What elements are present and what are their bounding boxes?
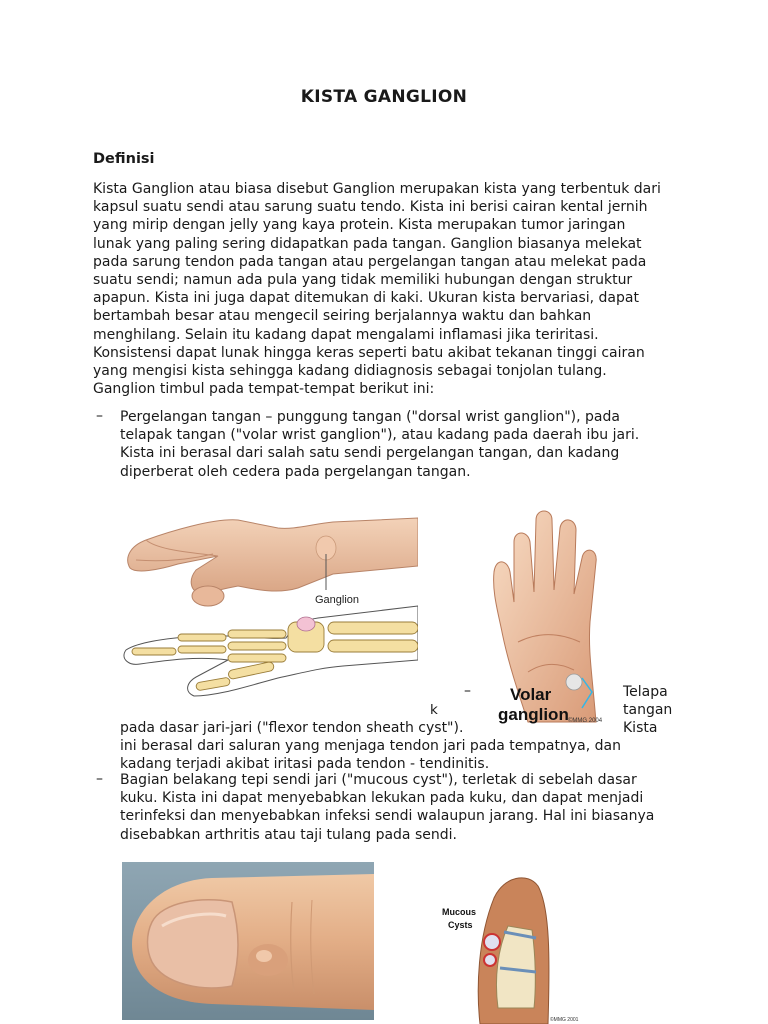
paragraph-line: suatu sendi; namun ada pula yang tidak memiliki hubungan dengan struktur — [93, 272, 633, 289]
dorsal-ganglion-illustration — [118, 510, 418, 706]
paragraph-line: pada sarung tendon pada tangan atau pergelangan tangan atau melekat pada — [93, 253, 647, 270]
bullet-line: Kista ini berasal dari salah satu sendi pergelangan tangan, dan kadang — [120, 445, 620, 462]
bullet-line: pada dasar jari-jari ("flexor tendon sheath cyst"). — [120, 720, 464, 736]
paragraph-line: apapun. Kista ini juga dapat ditemukan di kaki. Ukuran kista bervariasi, dapat — [93, 290, 639, 307]
bullet-line: diperberat oleh cedera pada pergelangan tangan. — [120, 463, 471, 480]
bullet-line: Pergelangan tangan – punggung tangan ("dorsal wrist ganglion"), pada — [120, 409, 620, 425]
bullet-side-line: Telapa — [623, 684, 668, 700]
bullet-line: kadang terjadi akibat iritasi pada tendon - tendinitis. — [120, 756, 490, 773]
bullet-marker: – — [96, 771, 103, 787]
mucous-copyright: ©MMG 2001 — [550, 1017, 579, 1023]
bullet-side-line: tangan — [623, 702, 673, 719]
volar-copyright: ©MMG 2004 — [568, 718, 603, 724]
paragraph-line: Konsistensi dapat lunak hingga keras seperti batu akibat tekanan tinggi cairan — [93, 344, 645, 361]
bullet-line: kuku. Kista ini dapat menyebabkan lekukan pada kuku, dan dapat menjadi — [120, 790, 644, 807]
paragraph-line: yang mengisi kista sehingga kadang didiagnosis sebagai tonjolan tulang. — [93, 363, 607, 380]
section-heading: Definisi — [93, 151, 155, 167]
paragraph-line: lunak yang paling sering didapatkan pada tangan. Ganglion biasanya melekat — [93, 235, 642, 252]
bullet-fragment-k: k — [430, 702, 438, 718]
bullet-marker: – — [464, 683, 471, 699]
paragraph-line: Kista Ganglion atau biasa disebut Ganglion merupakan kista yang terbentuk dari — [93, 181, 661, 197]
paragraph-line: kapsul suatu sendi atau sarung suatu tendo. Kista ini berisi cairan kental jernih — [93, 199, 648, 216]
bullet-flexor-tendon — [120, 719, 621, 774]
mucous-label-1: Mucous — [442, 907, 477, 917]
bullet-side-line: Kista — [623, 720, 658, 737]
bullet-line: telapak tangan ("volar wrist ganglion"), atau kadang pada daerah ibu jari. — [120, 427, 640, 444]
paragraph-line: menghilang. Selain itu kadang dapat mengalami inflamasi jika teriritasi. — [93, 326, 599, 343]
bullet-mucous-cyst — [120, 771, 654, 844]
dorsal-ganglion-label: Ganglion — [315, 594, 360, 606]
paragraph-line: bertambah besar atau mengecil seiring berjalannya waktu dan bahkan — [93, 308, 592, 325]
mucous-cyst-illustration — [420, 868, 590, 1024]
volar-label-1: Volar — [510, 685, 552, 704]
bullet-line: Bagian belakang tepi sendi jari ("mucous cyst"), terletak di sebelah dasar — [120, 772, 637, 788]
paragraph-line: Ganglion timbul pada tempat-tempat berikut ini: — [93, 381, 435, 398]
mucous-label-2: Cysts — [448, 920, 473, 930]
bullet-line: disebabkan arthritis atau taji tulang pada sendi. — [120, 826, 457, 843]
volar-label-2: ganglion — [498, 705, 569, 724]
bullet-marker: – — [96, 408, 103, 424]
volar-ganglion-illustration — [488, 502, 620, 724]
paragraph-line: yang mirip dengan jelly yang kaya protein. Kista merupakan tumor jaringan — [93, 217, 626, 234]
bullet-wrist — [120, 408, 639, 481]
bullet-line: ini berasal dari saluran yang menjaga tendon jari pada tempatnya, dan — [120, 738, 621, 755]
bullet-side-text — [623, 683, 672, 738]
finger-mucous-cyst-photo — [122, 862, 374, 1020]
bullet-line: terinfeksi dan menyebabkan infeksi sendi walaupun jarang. Hal ini biasanya — [120, 808, 655, 825]
document-title: KISTA GANGLION — [300, 87, 468, 107]
intro-paragraph — [93, 180, 683, 398]
